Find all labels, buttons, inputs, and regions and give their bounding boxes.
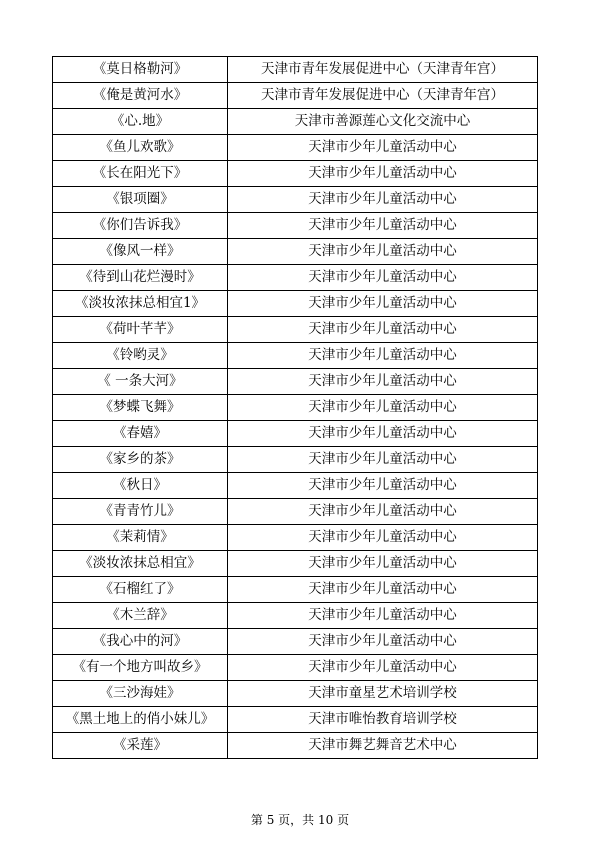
organization-cell: 天津市少年儿童活动中心: [228, 317, 538, 343]
organization-cell: 天津市少年儿童活动中心: [228, 135, 538, 161]
program-title-cell: 《你们告诉我》: [53, 213, 228, 239]
page-footer: 第 5 页，共 10 页: [250, 813, 350, 827]
organization-cell: 天津市少年儿童活动中心: [228, 161, 538, 187]
table-row: [53, 265, 538, 291]
table-row: [53, 473, 538, 499]
organization-cell: 天津市少年儿童活动中心: [228, 187, 538, 213]
program-title-cell: 《石榴红了》: [53, 577, 228, 603]
program-title-cell: 《三沙海娃》: [53, 681, 228, 707]
program-title-cell: 《 一条大河》: [53, 369, 228, 395]
table-row: [53, 603, 538, 629]
program-title-cell: 《黑土地上的俏小妹儿》: [53, 707, 228, 733]
organization-cell: 天津市青年发展促进中心（天津青年宫）: [228, 57, 538, 83]
table-row: [53, 213, 538, 239]
table-row: [53, 343, 538, 369]
program-title-cell: 《铃哟灵》: [53, 343, 228, 369]
table-row: [53, 551, 538, 577]
program-title-cell: 《春嬉》: [53, 421, 228, 447]
program-title-cell: 《家乡的茶》: [53, 447, 228, 473]
table-row: [53, 369, 538, 395]
organization-cell: 天津市少年儿童活动中心: [228, 343, 538, 369]
organization-cell: 天津市少年儿童活动中心: [228, 629, 538, 655]
table-row: [53, 109, 538, 135]
table-row: [53, 525, 538, 551]
table-row: [53, 655, 538, 681]
organization-cell: 天津市少年儿童活动中心: [228, 499, 538, 525]
table-row: [53, 161, 538, 187]
program-title-cell: 《梦蝶飞舞》: [53, 395, 228, 421]
table-row: [53, 239, 538, 265]
organization-cell: 天津市唯怡教育培训学校: [228, 707, 538, 733]
organization-cell: 天津市少年儿童活动中心: [228, 421, 538, 447]
table-row: [53, 681, 538, 707]
table-row: [53, 629, 538, 655]
table-row: [53, 395, 538, 421]
organization-cell: 天津市少年儿童活动中心: [228, 603, 538, 629]
table-row: [53, 499, 538, 525]
table-row: [53, 577, 538, 603]
program-title-cell: 《待到山花烂漫时》: [53, 265, 228, 291]
table-row: [53, 421, 538, 447]
program-title-cell: 《淡妆浓抹总相宜》: [53, 551, 228, 577]
program-title-cell: 《莫日格勒河》: [53, 57, 228, 83]
table-row: [53, 57, 538, 83]
organization-cell: 天津市少年儿童活动中心: [228, 525, 538, 551]
organization-cell: 天津市少年儿童活动中心: [228, 395, 538, 421]
program-title-cell: 《我心中的河》: [53, 629, 228, 655]
organization-cell: 天津市少年儿童活动中心: [228, 239, 538, 265]
program-title-cell: 《淡妆浓抹总相宜1》: [53, 291, 228, 317]
program-table: [52, 56, 538, 759]
program-title-cell: 《鱼儿欢歌》: [53, 135, 228, 161]
table-row: [53, 187, 538, 213]
program-title-cell: 《木兰辞》: [53, 603, 228, 629]
table-row: [53, 83, 538, 109]
program-title-cell: 《采莲》: [53, 733, 228, 759]
program-title-cell: 《有一个地方叫故乡》: [53, 655, 228, 681]
organization-cell: 天津市少年儿童活动中心: [228, 577, 538, 603]
table-row: [53, 135, 538, 161]
table-row: [53, 707, 538, 733]
organization-cell: 天津市少年儿童活动中心: [228, 655, 538, 681]
program-title-cell: 《像风一样》: [53, 239, 228, 265]
program-table-body: [53, 57, 538, 759]
organization-cell: 天津市善源莲心文化交流中心: [228, 109, 538, 135]
organization-cell: 天津市少年儿童活动中心: [228, 473, 538, 499]
organization-cell: 天津市少年儿童活动中心: [228, 291, 538, 317]
program-title-cell: 《青青竹儿》: [53, 499, 228, 525]
program-title-cell: 《长在阳光下》: [53, 161, 228, 187]
organization-cell: 天津市少年儿童活动中心: [228, 213, 538, 239]
table-row: [53, 447, 538, 473]
program-title-cell: 《银项圈》: [53, 187, 228, 213]
program-title-cell: 《茉莉情》: [53, 525, 228, 551]
organization-cell: 天津市少年儿童活动中心: [228, 447, 538, 473]
program-title-cell: 《秋日》: [53, 473, 228, 499]
organization-cell: 天津市少年儿童活动中心: [228, 551, 538, 577]
program-title-cell: 《心.地》: [53, 109, 228, 135]
program-title-cell: 《荷叶芊芊》: [53, 317, 228, 343]
table-row: [53, 291, 538, 317]
organization-cell: 天津市少年儿童活动中心: [228, 265, 538, 291]
table-row: [53, 317, 538, 343]
organization-cell: 天津市舞艺舞音艺术中心: [228, 733, 538, 759]
organization-cell: 天津市童星艺术培训学校: [228, 681, 538, 707]
table-row: [53, 733, 538, 759]
program-title-cell: 《俺是黄河水》: [53, 83, 228, 109]
organization-cell: 天津市少年儿童活动中心: [228, 369, 538, 395]
organization-cell: 天津市青年发展促进中心（天津青年宫）: [228, 83, 538, 109]
